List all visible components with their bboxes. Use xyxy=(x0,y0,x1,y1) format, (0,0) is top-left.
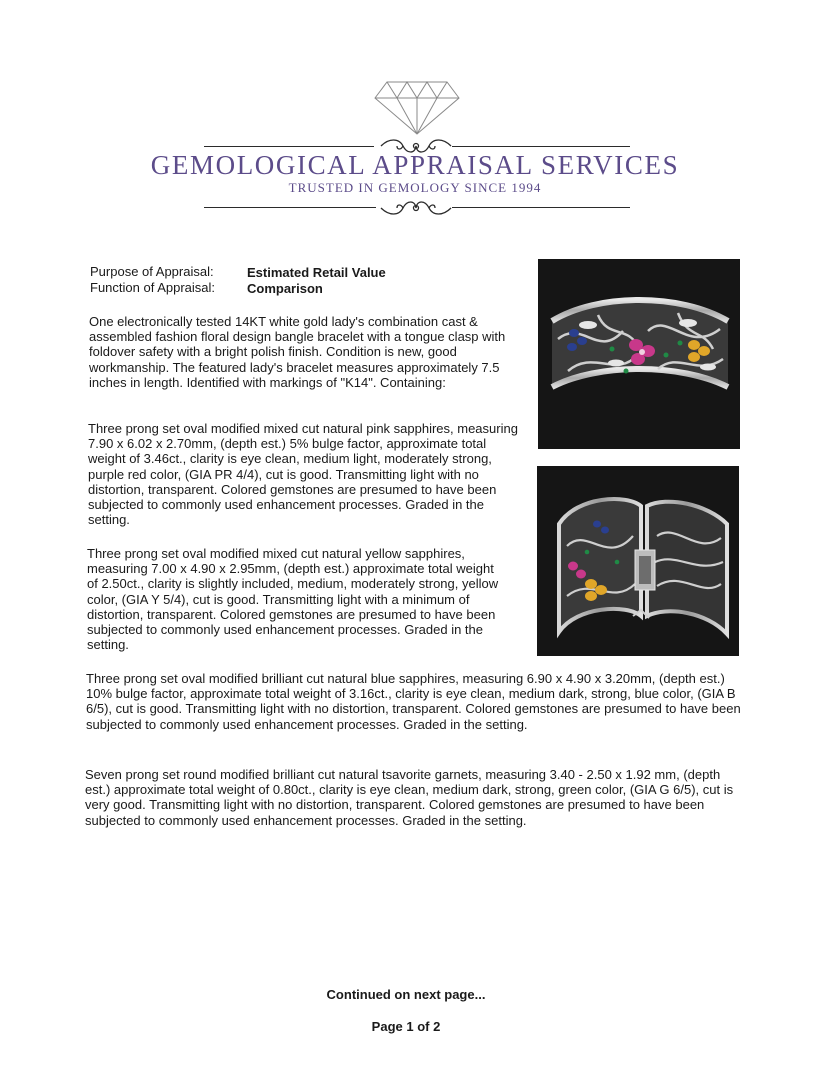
header-rule xyxy=(204,207,376,208)
bracelet-photo-front xyxy=(538,259,740,449)
flourish-ornament-icon xyxy=(377,198,455,218)
purpose-value: Estimated Retail Value xyxy=(247,265,386,280)
header-rule xyxy=(204,146,374,147)
tsavorite-garnets-description: Seven prong set round modified brilliant cut natural tsavorite garnets, measuring 3.40 - 2.50 x 1.92 mm, (depth est.) approximate total weight of 0.80ct., clarity is eye clean, medium dark, strong, green color, (GIA G 6/5), cut is very good. Transmitting light with no distortion, transparent. Colored gemstones are presumed to have been subjected to commonly used enhancement processes. Graded in the setting. xyxy=(85,767,734,828)
company-name: GEMOLOGICAL APPRAISAL SERVICES xyxy=(150,150,680,180)
bracelet-open-image xyxy=(537,466,739,656)
company-tagline: TRUSTED IN GEMOLOGY SINCE 1994 xyxy=(288,180,542,195)
function-value: Comparison xyxy=(247,281,323,296)
diamond-outline-icon xyxy=(373,80,461,136)
header-rule xyxy=(452,146,630,147)
function-label: Function of Appraisal: xyxy=(90,280,216,295)
yellow-sapphires-description: Three prong set oval modified mixed cut natural yellow sapphires, measuring 7.00 x 4.90 x 2.95mm, (depth est.) approximate total weight of 2.50ct., clarity is slightly included, medium, moderately strong, yellow color, (GIA Y 5/4), cut is good. Transmitting light with a minimum of distortion, transparent. Colored gemstones are presumed to have been subjected to commonly used enhancement processes. Graded in the setting. xyxy=(87,546,499,653)
bracelet-photo-open xyxy=(537,466,739,656)
bracelet-front-image xyxy=(538,259,740,449)
purpose-label: Purpose of Appraisal: xyxy=(90,264,214,279)
pink-sapphires-description: Three prong set oval modified mixed cut natural pink sapphires, measuring 7.90 x 6.02 x 2.70mm, (depth est.) 5% bulge factor, approximate total weight of 3.46ct., clarity is eye clean, medium light, moderately strong, purple red color, (GIA PR 4/4), cut is good. Transmitting light with no distortion, transparent. Colored gemstones are presumed to have been subjected to commonly used enhancement processes. Graded in the setting. xyxy=(88,421,518,528)
blue-sapphires-description: Three prong set oval modified brilliant cut natural blue sapphires, measuring 6.90 x 4.90 x 3.20mm, (depth est.) 10% bulge factor, approximate total weight of 3.16ct., clarity is eye clean, medium dark, strong, blue color, (GIA B 6/5), cut is good. Transmitting light with no distortion, transparent. Colored gemstones are presumed to have been subjected to commonly used enhancement processes. Graded in the setting. xyxy=(86,671,741,732)
header-rule xyxy=(452,207,630,208)
continued-note: Continued on next page... xyxy=(326,987,486,1002)
page-number: Page 1 of 2 xyxy=(371,1019,441,1034)
item-description: One electronically tested 14KT white gold lady's combination cast & assembled fashion floral design bangle bracelet with a tongue clasp with foldover safety with a bright polish finish. Condition is new, good workmanship. The featured lady's bracelet measures approximately 7.5 inches in length. Identified with markings of "K14". Containing: xyxy=(89,314,506,390)
